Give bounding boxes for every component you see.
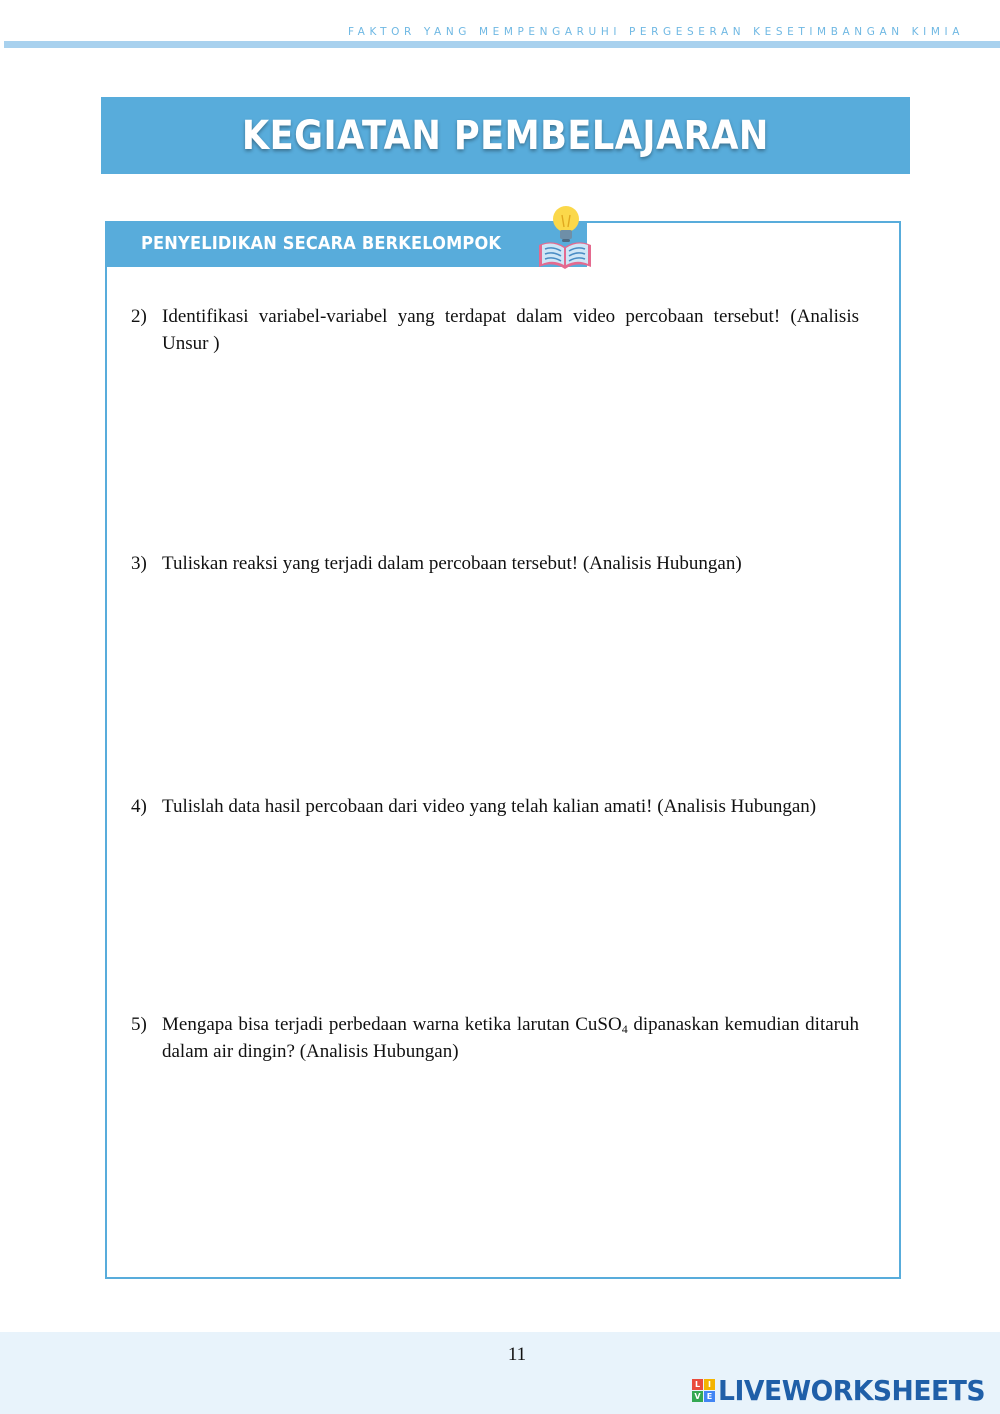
banner-title: KEGIATAN PEMBELAJARAN bbox=[242, 112, 769, 159]
question-text: Identifikasi variabel-variabel yang terdapat dalam video percobaan tersebut! (Analisis Unsur ) bbox=[162, 306, 859, 354]
question-number: 5) bbox=[131, 1014, 147, 1035]
question-2 bbox=[131, 303, 859, 357]
title-banner bbox=[101, 97, 910, 174]
section-title: PENYELIDIKAN SECARA BERKELOMPOK bbox=[141, 233, 502, 254]
question-3 bbox=[131, 550, 859, 577]
question-text: Tuliskan reaksi yang terjadi dalam percobaan tersebut! (Analisis Hubungan) bbox=[162, 553, 742, 574]
page-number: 11 bbox=[507, 1344, 527, 1365]
logo-text: LIVEWORKSHEETS bbox=[718, 1373, 986, 1407]
question-text: Tulislah data hasil percobaan dari video yang telah kalian amati! (Analisis Hubungan) bbox=[162, 796, 817, 817]
question-number: 3) bbox=[131, 553, 147, 574]
question-5 bbox=[131, 1011, 859, 1065]
lightbulb-book-icon bbox=[535, 201, 595, 271]
question-text-before: Mengapa bisa terjadi perbedaan warna ketika larutan CuSO bbox=[162, 1014, 622, 1035]
formula-subscript: 4 bbox=[621, 1022, 628, 1036]
logo-block: L bbox=[692, 1379, 703, 1390]
activity-box bbox=[105, 221, 901, 1279]
question-4 bbox=[131, 793, 859, 820]
logo-blocks-icon bbox=[692, 1379, 715, 1402]
liveworksheets-logo[interactable] bbox=[692, 1374, 999, 1406]
question-number: 2) bbox=[131, 306, 147, 327]
running-header-title: FAKTOR YANG MEMPENGARUHI PERGESERAN KESETIMBANGAN KIMIA bbox=[348, 26, 964, 38]
section-tab bbox=[107, 223, 587, 267]
question-text-after: dipanaskan kemudian ditaruh dalam air dingin? (Analisis Hubungan) bbox=[162, 1014, 859, 1062]
logo-block: E bbox=[704, 1391, 715, 1402]
question-number: 4) bbox=[131, 796, 147, 817]
logo-block: I bbox=[704, 1379, 715, 1390]
header-rule bbox=[4, 41, 1000, 48]
logo-block: V bbox=[692, 1391, 703, 1402]
question-text bbox=[162, 1011, 859, 1065]
